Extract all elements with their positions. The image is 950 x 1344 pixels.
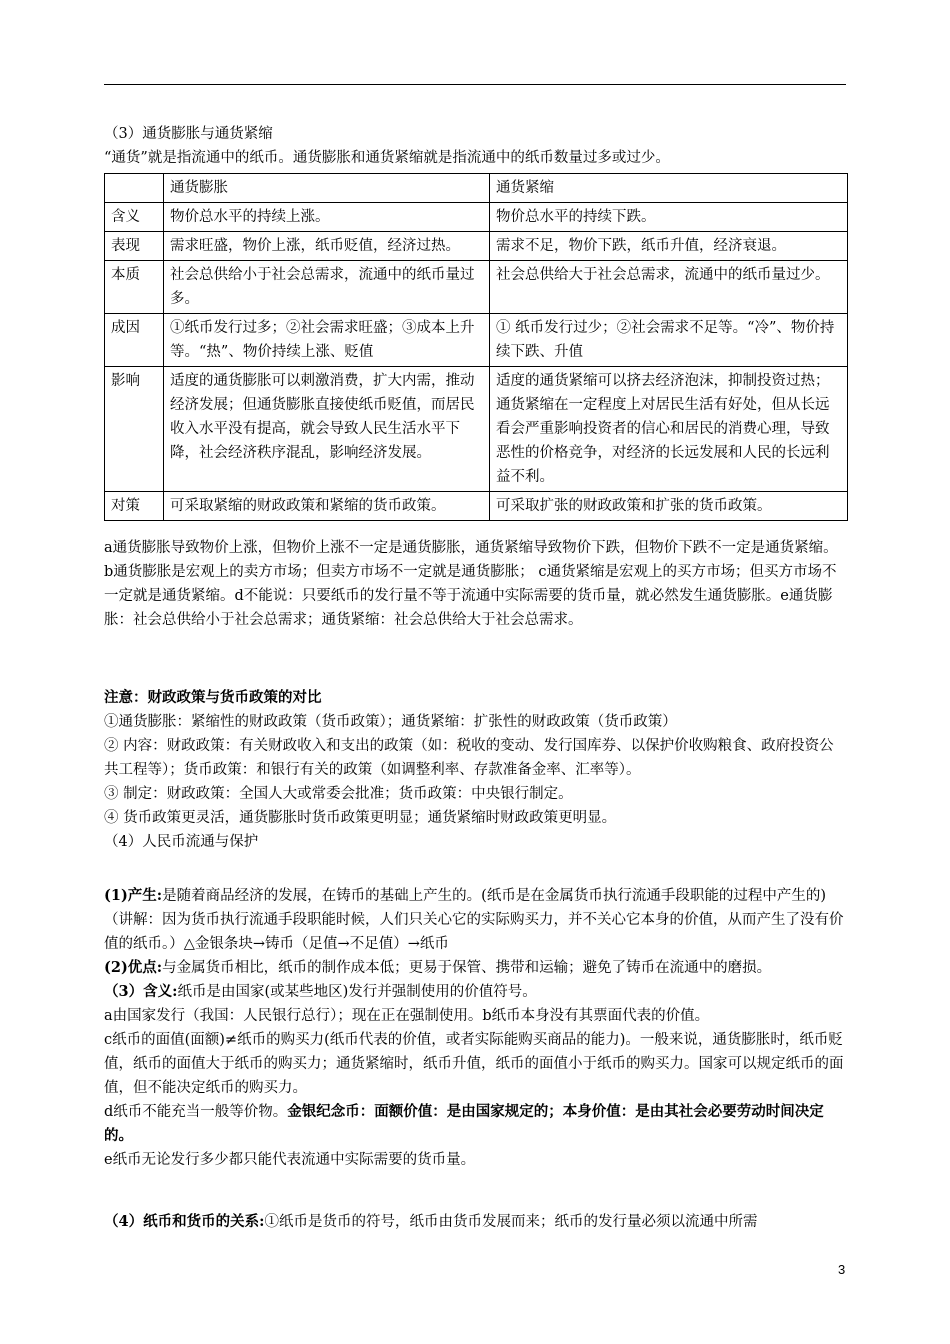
- table-header-row: [105, 174, 848, 203]
- table-row: [105, 492, 848, 521]
- table-cell: ①纸币发行过多；②社会需求旺盛；③成本上升等。“热”、物价持续上涨、贬值: [164, 314, 490, 367]
- row-label: 表现: [105, 232, 164, 261]
- relation-block: [104, 1210, 846, 1234]
- point-d-bold: 金银纪念币：面额价值：是由国家规定的；本身价值：是由其社会必要劳动时间决定的。: [104, 1103, 824, 1144]
- section-3-block: [104, 122, 846, 170]
- relation-paragraph: [104, 1210, 846, 1234]
- policy-item: ④ 货币政策更灵活，通货膨胀时货币政策更明显；通货紧缩时财政政策更明显。: [104, 810, 617, 826]
- table-cell: ① 纸币发行过少；②社会需求不足等。“冷”、物价持续下跌、升值: [490, 314, 848, 367]
- table-cell: 需求旺盛，物价上涨，纸币贬值，经济过热。: [164, 232, 490, 261]
- policy-item: ③ 制定：财政政策：全国人大或常委会批准；货币政策：中央银行制定。: [104, 786, 573, 802]
- point-d-text: d纸币不能充当一般等价物。: [104, 1104, 288, 1120]
- meaning-text: 纸币是由国家(或某些地区)发行并强制使用的价值符号。: [177, 984, 537, 1000]
- table-header-cell: [105, 174, 164, 203]
- header-rule: [104, 84, 846, 85]
- comparison-table: [104, 173, 848, 521]
- relation-text: ①纸币是货币的符号，纸币由货币发展而来；纸币的发行量必须以流通中所需: [264, 1214, 758, 1230]
- origin-paragraph: [104, 884, 846, 956]
- table-cell: 需求不足，物价下跌，纸币升值，经济衰退。: [490, 232, 848, 261]
- meaning-paragraph: [104, 980, 846, 1004]
- row-label: 成因: [105, 314, 164, 367]
- policy-title: 注意：财政政策与货币政策的对比: [104, 689, 322, 706]
- merits-paragraph: [104, 956, 846, 980]
- point-a: a由国家发行（我国：人民银行总行）；现在正在强制使用。b纸币本身没有其票面代表的价值。: [104, 1008, 710, 1024]
- row-label: 影响: [105, 367, 164, 492]
- table-header-cell: 通货紧缩: [490, 174, 848, 203]
- table-cell: 社会总供给大于社会总需求，流通中的纸币量过少。: [490, 261, 848, 314]
- meaning-label: （3）含义:: [104, 983, 178, 1000]
- policy-item: ①通货膨胀：紧缩性的财政政策（货币政策）；通货紧缩：扩张性的财政政策（货币政策）: [104, 714, 677, 730]
- policy-item: ② 内容：财政政策：有关财政收入和支出的政策（如：税收的变动、发行国库券、以保护价收购粮食、政府投资公共工程等）；货币政策：和银行有关的政策（如调整利率、存款准备金率、汇率等）。: [104, 738, 834, 778]
- origin-label: (1)产生:: [104, 887, 163, 904]
- table-row: [105, 203, 848, 232]
- paper-money-block: [104, 884, 846, 1172]
- table-cell: 物价总水平的持续下跌。: [490, 203, 848, 232]
- page-number: 3: [838, 1262, 846, 1277]
- origin-text: 是随着商品经济的发展，在铸币的基础上产生的。(纸币是在金属货币执行流通手段职能的过程中产生的)（讲解：因为货币执行流通手段职能时候，人们只关心它的实际购买力，并不关心它本身的价值，从而产生了没有价值的纸币。）△金银条块→铸币（足值→不足值）→纸币: [104, 888, 844, 952]
- table-cell: 可采取扩张的财政政策和扩张的货币政策。: [490, 492, 848, 521]
- section-4-heading: （4）人民币流通与保护: [104, 834, 259, 850]
- table-cell: 适度的通货膨胀可以刺激消费，扩大内需，推动经济发展；但通货膨胀直接使纸币贬值，而居民收入水平没有提高，就会导致人民生活水平下降，社会经济秩序混乱，影响经济发展。: [164, 367, 490, 492]
- policy-block: [104, 686, 846, 854]
- point-c: c纸币的面值(面额)≠纸币的购买力(纸币代表的价值，或者实际能购买商品的能力)。一般来说，通货膨胀时，纸币贬值，纸币的面值大于纸币的购买力；通货紧缩时，纸币升值，纸币的面值小于纸币的购买力。国家可以规定纸币的面值，但不能决定纸币的购买力。: [104, 1032, 844, 1096]
- table-cell: 适度的通货紧缩可以挤去经济泡沫，抑制投资过热；通货紧缩在一定程度上对居民生活有好处，但从长远看会严重影响投资者的信心和居民的消费心理，导致恶性的价格竞争，对经济的长远发展和人民的长远利益不利。: [490, 367, 848, 492]
- table-row: [105, 367, 848, 492]
- section-heading: （3）通货膨胀与通货紧缩: [104, 126, 273, 142]
- notes-paragraph: a通货膨胀导致物价上涨，但物价上涨不一定是通货膨胀，通货紧缩导致物价下跌，但物价下跌不一定是通货紧缩。b通货膨胀是宏观上的卖方市场；但卖方市场不一定就是通货膨胀； c通货紧缩是宏观上的买方市场；但买方市场不一定就是通货紧缩。d不能说：只要纸币的发行量不等于流通中实际需要的货币量，就必然发生通货膨胀。e通货膨胀：社会总供给小于社会总需求；通货紧缩：社会总供给大于社会总需求。: [104, 540, 838, 628]
- table-row: [105, 232, 848, 261]
- relation-label: （4）纸币和货币的关系:: [104, 1213, 265, 1230]
- merits-label: (2)优点:: [104, 959, 163, 976]
- row-label: 对策: [105, 492, 164, 521]
- table-cell: 物价总水平的持续上涨。: [164, 203, 490, 232]
- table-row: [105, 314, 848, 367]
- section-intro: “通货”就是指流通中的纸币。通货膨胀和通货紧缩就是指流通中的纸币数量过多或过少。: [104, 150, 670, 166]
- row-label: 含义: [105, 203, 164, 232]
- point-d: [104, 1100, 846, 1148]
- point-e: e纸币无论发行多少都只能代表流通中实际需要的货币量。: [104, 1152, 476, 1168]
- table-cell: 社会总供给小于社会总需求，流通中的纸币量过多。: [164, 261, 490, 314]
- merits-text: 与金属货币相比，纸币的制作成本低；更易于保管、携带和运输；避免了铸币在流通中的磨损。: [162, 960, 772, 976]
- table-row: [105, 261, 848, 314]
- table-cell: 可采取紧缩的财政政策和紧缩的货币政策。: [164, 492, 490, 521]
- row-label: 本质: [105, 261, 164, 314]
- table-header-cell: 通货膨胀: [164, 174, 490, 203]
- notes-paragraph-block: [104, 536, 846, 632]
